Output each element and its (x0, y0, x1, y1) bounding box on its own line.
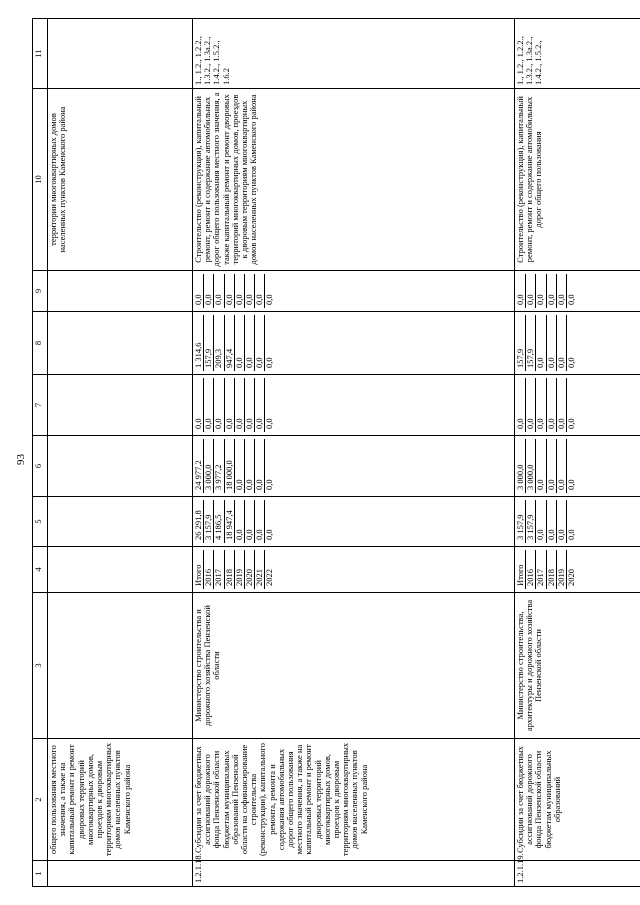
federal-cell-value: 24 977,2 (194, 439, 204, 493)
federal-cell-value: 0,0 (264, 479, 275, 490)
header-cell: 2 (33, 739, 48, 861)
total-cell-value: 0,0 (264, 529, 275, 540)
federal-cell (515, 436, 640, 497)
federal-cell-value: 0,0 (565, 479, 576, 490)
header-cell: 6 (33, 436, 48, 497)
years-cell (515, 547, 640, 593)
local-cell-value: 157,9 (516, 315, 526, 371)
regional-cell (515, 375, 640, 436)
other-cell (515, 271, 640, 312)
local-cell-value: 0,0 (255, 315, 265, 371)
indicator-codes: 1., 1.2., 1.2.2., 1.3.2., 1.3а.2., 1.4.2., 1.5.2., 1.6.2 (193, 19, 515, 89)
measure-code: 1.2.1.19. (515, 861, 640, 887)
other-cell-value: 0,0 (526, 274, 536, 308)
other-cell-value: 0,0 (204, 274, 214, 308)
regional-cell (193, 375, 515, 436)
federal-cell (193, 436, 515, 497)
expected-result: Строительство (реконструкция), капитальный ремонт, ремонт и содержание автомобильных дорог общего пользования (515, 89, 640, 271)
other-cell-value: 0,0 (565, 294, 576, 305)
federal-cell-value: 0,0 (235, 439, 245, 493)
local-cell-value: 0,0 (235, 315, 245, 371)
local-cell-value: 157,9 (204, 315, 214, 371)
other-cell-value: 0,0 (536, 274, 546, 308)
total-cell-value: 3 157,9 (526, 500, 536, 543)
other-cell-value: 0,0 (255, 274, 265, 308)
header-cell: 1 (33, 861, 48, 887)
total-cell (193, 497, 515, 547)
program-table (32, 18, 640, 887)
local-cell-value: 0,0 (245, 315, 255, 371)
local-cell-value: 0,0 (264, 357, 275, 368)
regional-cell-value: 0,0 (245, 378, 255, 432)
total-cell-value: 0,0 (235, 500, 245, 543)
years-cell-value: 2020 (565, 569, 576, 586)
regional-cell-value: 0,0 (264, 418, 275, 429)
regional-cell-value: 0,0 (547, 378, 557, 432)
years-cell-value: 2019 (235, 550, 245, 589)
other-cell-value: 0,0 (245, 274, 255, 308)
local-cell (193, 312, 515, 375)
total-cell-value: 4 186,5 (214, 500, 224, 543)
total-cell-value: 18 947,4 (225, 500, 235, 543)
total-cell-value: 0,0 (557, 500, 567, 543)
years-cell-value: 2020 (245, 550, 255, 589)
header-cell: 3 (33, 593, 48, 739)
table-row (48, 19, 193, 887)
total-cell-value: 0,0 (536, 500, 546, 543)
local-cell-value: 157,9 (526, 315, 536, 371)
total-cell-value: 0,0 (565, 529, 576, 540)
regional-cell-value: 0,0 (516, 378, 526, 432)
indicator-codes: 1., 1.2., 1.2.2., 1.3.2., 1.3а.2., 1.4.2., 1.5.2., (515, 19, 640, 89)
years-cell-value: 2017 (536, 550, 546, 589)
header-cell: 11 (33, 19, 48, 89)
local-cell-value: 1 314,6 (194, 315, 204, 371)
total-cell-value: 0,0 (245, 500, 255, 543)
total-cell (515, 497, 640, 547)
years-cell-value: 2021 (255, 550, 265, 589)
federal-cell-value: 0,0 (557, 439, 567, 493)
years-cell-value: 2016 (526, 550, 536, 589)
header-cell: 5 (33, 497, 48, 547)
header-cell: 10 (33, 89, 48, 271)
other-cell-value: 0,0 (235, 274, 245, 308)
other-cell-value: 0,0 (225, 274, 235, 308)
header-cell: 9 (33, 271, 48, 312)
header-cell: 4 (33, 547, 48, 593)
regional-cell-value: 0,0 (565, 418, 576, 429)
executor: Министерство строительства и дорожного хозяйства Пензенской области (193, 593, 515, 739)
years-cell-value: 2017 (214, 550, 224, 589)
regional-cell-value: 0,0 (194, 378, 204, 432)
federal-cell-value: 3 000,0 (204, 439, 214, 493)
years-cell-value: 2016 (204, 550, 214, 589)
total-cell-value: 0,0 (547, 500, 557, 543)
header-cell: 7 (33, 375, 48, 436)
table-row (515, 19, 640, 887)
years-cell (48, 547, 193, 593)
federal-cell-value: 18 000,0 (225, 439, 235, 493)
years-cell-value: 2018 (547, 550, 557, 589)
regional-cell-value: 0,0 (526, 378, 536, 432)
federal-cell-value: 3 977,2 (214, 439, 224, 493)
total-cell (48, 497, 193, 547)
regional-cell-value: 0,0 (557, 378, 567, 432)
other-cell (193, 271, 515, 312)
federal-cell-value: 3 000,0 (526, 439, 536, 493)
federal-cell-value: 0,0 (547, 439, 557, 493)
years-cell-value: 2018 (225, 550, 235, 589)
regional-cell-value: 0,0 (204, 378, 214, 432)
years-cell-value: Итого (194, 550, 204, 589)
federal-cell-value: 3 000,0 (516, 439, 526, 493)
measure-code (48, 861, 193, 887)
regional-cell-value: 0,0 (214, 378, 224, 432)
local-cell-value: 0,0 (565, 357, 576, 368)
executor: Министерство строительства, архитектуры и дорожного хозяйства Пензенской области (515, 593, 640, 739)
local-cell-value: 0,0 (536, 315, 546, 371)
federal-cell-value: 0,0 (536, 439, 546, 493)
local-cell-value: 0,0 (547, 315, 557, 371)
years-cell (193, 547, 515, 593)
measure-name: общего пользования местного значения, а также на капитальный ремонт и ремонт дворовых территорий многоквартирных домов, проездов к дворовым территориям многоквартирных домов населенных пунктов Каменского района (48, 739, 193, 861)
page-number: 93 (15, 454, 27, 465)
local-cell-value: 0,0 (557, 315, 567, 371)
indicator-codes (48, 19, 193, 89)
regional-cell-value: 0,0 (255, 378, 265, 432)
other-cell-value: 0,0 (547, 274, 557, 308)
expected-result: Строительство (реконструкция), капитальный ремонт, ремонт и содержание автомобильных дорог общего пользования местного значения, а также капитальный ремонт и ремонт дворовых территорий многоквартирных домов, проездов к дворовым территориям многоквартирных домов населенных пунктов Каменского района (193, 89, 515, 271)
other-cell-value: 0,0 (264, 294, 275, 305)
header-row (33, 19, 48, 887)
years-cell-value: Итого (516, 550, 526, 589)
years-cell-value: 2022 (264, 569, 275, 586)
other-cell-value: 0,0 (516, 274, 526, 308)
years-cell-value: 2019 (557, 550, 567, 589)
other-cell-value: 0,0 (557, 274, 567, 308)
other-cell-value: 0,0 (194, 274, 204, 308)
federal-cell (48, 436, 193, 497)
expected-result: территории многоквартирных домов населенных пунктов Каменского района (48, 89, 193, 271)
regional-cell-value: 0,0 (536, 378, 546, 432)
measure-code: 1.2.1.18. (193, 861, 515, 887)
measure-name: Субсидии за счет бюджетных ассигнований дорожного фонда Пензенской области бюджетам муниципальных образований Пензенской области на софинансирование строительства (реконструкции), капитального ремонта, ремонта и содержания автомобильных дорог общего пользования местного значения, а также на капитальный ремонт и ремонт дворовых территорий многоквартирных домов, проездов к дворовым территориям многоквартирных домов населенных пунктов Каменского района (193, 739, 515, 861)
header-cell: 8 (33, 312, 48, 375)
local-cell-value: 209,3 (214, 315, 224, 371)
local-cell-value: 947,4 (225, 315, 235, 371)
other-cell-value: 0,0 (214, 274, 224, 308)
federal-cell-value: 0,0 (255, 439, 265, 493)
other-cell (48, 271, 193, 312)
total-cell-value: 26 291,8 (194, 500, 204, 543)
total-cell-value: 3 157,9 (204, 500, 214, 543)
total-cell-value: 0,0 (255, 500, 265, 543)
local-cell (48, 312, 193, 375)
regional-cell-value: 0,0 (235, 378, 245, 432)
local-cell (515, 312, 640, 375)
regional-cell (48, 375, 193, 436)
federal-cell-value: 0,0 (245, 439, 255, 493)
table-row (193, 19, 515, 887)
executor (48, 593, 193, 739)
total-cell-value: 3 157,9 (516, 500, 526, 543)
regional-cell-value: 0,0 (225, 378, 235, 432)
measure-name: Субсидии за счет бюджетных ассигнований дорожного фонда Пензенской области бюджетам муниципальных образований (515, 739, 640, 861)
